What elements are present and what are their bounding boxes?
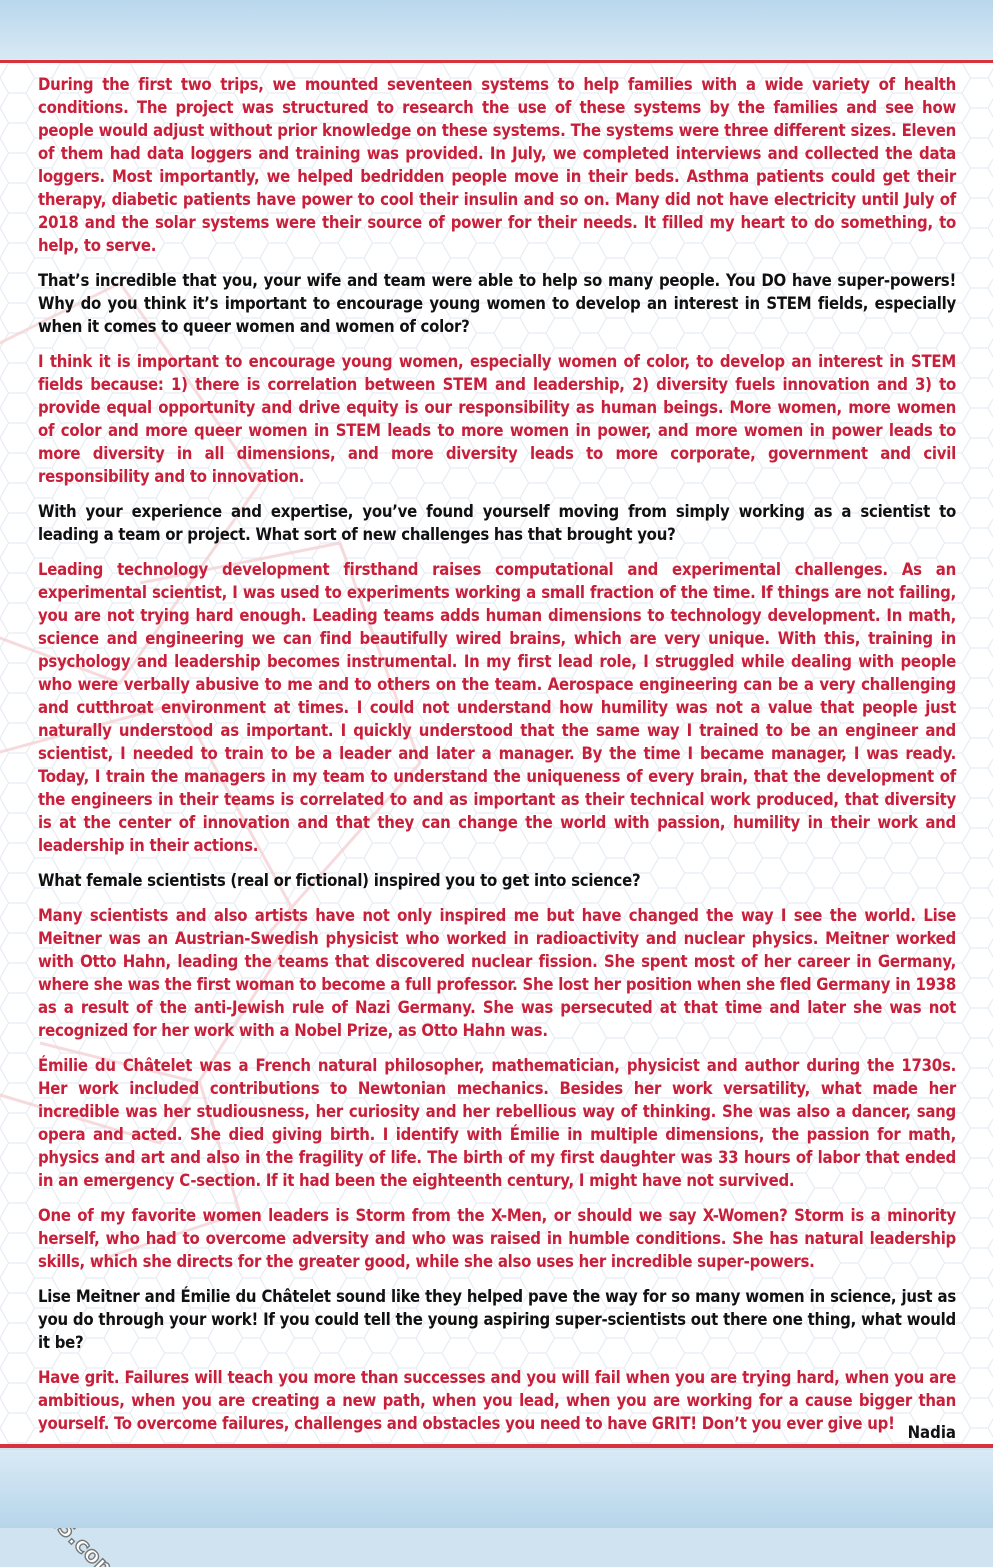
article-body xyxy=(38,73,956,1528)
question-paragraph: What female scientists (real or fictional) inspired you to get into science? xyxy=(38,871,641,890)
answer-paragraph: Leading technology development firsthand raises computational and experimental challenges. As an experimental scientist, I was used to experiments working a small fraction of the time. If things are not failing, you are not trying hard enough. Leading teams adds human dimensions to technology development. In math, science and engineering we can find beautifully wired brains, which are very unique. With this, training in psychology and leadership becomes instrumental. In my first lead role, I struggled while dealing with people who were verbally abusive to me and to others on the team. Aerospace engineering can be a very challenging and cutthroat environment at times. I could not understand how humility was not a value that people just naturally understood as important. I quickly understood that the same way I trained to be an engineer and scientist, I needed to train to be a leader and later a manager. By the time I became manager, I was ready. Today, I train the managers in my team to understand the uniqueness of every brain, that the development of the engineers in their teams is correlated to and as important as their technical work produced, that diversity is at the center of innovation and that they can change the world with passion, humility in their work and leadership in their actions. xyxy=(38,560,956,855)
answer-paragraph: I think it is important to encourage young women, especially women of color, to develop an interest in STEM fields because: 1) there is correlation between STEM and leadership, 2) diversity fuels innovation and 3) to provide equal opportunity and drive equity is our responsibility as human beings. More women, more women of color and more queer women in STEM leads to more women in power, and more women in power leads to more diversity in all dimensions, and more diversity leads to more corporate, government and civil responsibility and to innovation. xyxy=(38,352,956,486)
answer-paragraph: Have grit. Failures will teach you more than successes and you will fail when you are trying hard, when you are ambitious, when you are creating a new path, when you lead, when you are working for a cause bigger than yourself. To overcome failures, challenges and obstacles you need to have GRIT! Don’t you ever give up! xyxy=(38,1368,956,1433)
question-paragraph: With your experience and expertise, you’ve found yourself moving from simply working as a scientist to leading a team or project. What sort of new challenges has that brought you? xyxy=(38,502,956,544)
top-background xyxy=(0,0,993,60)
answer-paragraph: Émilie du Châtelet was a French natural philosopher, mathematician, physicist and author during the 1730s. Her work included contributions to Newtonian mechanics. Besides her work versatility, what made her incredible was her studiousness, her curiosity and her rebellious way of thinking. She was also a dancer, sang opera and acted. She died giving birth. I identify with Émilie in multiple dimensions, the passion for math, physics and art and also in the fragility of life. The birth of my first daughter was 33 hours of labor that ended in an emergency C-section. If it had been the eighteenth century, I might have not survived. xyxy=(38,1056,956,1190)
signature: Nadia xyxy=(907,1423,956,1442)
question-paragraph: Lise Meitner and Émilie du Châtelet sound like they helped pave the way for so many women in science, just as you do through your work! If you could tell the young aspiring super-scientists out there one thing, what would it be? xyxy=(38,1287,956,1352)
answer-paragraph: Many scientists and also artists have not only inspired me but have changed the way I see the world. Lise Meitner was an Austrian-Swedish physicist who worked in radioactivity and nuclear physics. Meitner worked with Otto Hahn, leading the teams that discovered nuclear fission. She spent most of her career in Germany, where she was the first woman to become a full professor. She lost her position when she fled Germany in 1938 as a result of the anti-Jewish rule of Nazi Germany. She was persecuted at that time and later she was not recognized for her work with a Nobel Prize, as Otto Hahn was. xyxy=(38,906,956,1040)
answer-paragraph: One of my favorite women leaders is Storm from the X-Men, or should we say X-Women? Storm is a minority herself, who had to overcome adversity and who was raised in humble conditions. She has natural leadership skills, which she directs for the greater good, while she also uses her incredible super-powers. xyxy=(38,1206,956,1271)
bottom-background xyxy=(0,1450,993,1528)
question-paragraph: That’s incredible that you, your wife and team were able to help so many people. You DO have super-powers! Why do you think it’s important to encourage young women to develop an interest in STEM fields, especially when it comes to queer women and women of color? xyxy=(38,271,956,336)
article-panel xyxy=(0,60,993,1448)
answer-paragraph: During the first two trips, we mounted seventeen systems to help families with a wide variety of health conditions. The project was structured to research the use of these systems by the families and see how people would adjust without prior knowledge on these systems. The systems were three different sizes. Eleven of them had data loggers and training was provided. In July, we completed interviews and collected the data loggers. Most importantly, we helped bedridden people move in their beds. Asthma patients could get their therapy, diabetic patients have power to cool their insulin and so on. Many did not have electricity until July of 2018 and the solar systems were their source of power for their needs. It filled my heart to do something, to help, to serve. xyxy=(38,75,956,255)
